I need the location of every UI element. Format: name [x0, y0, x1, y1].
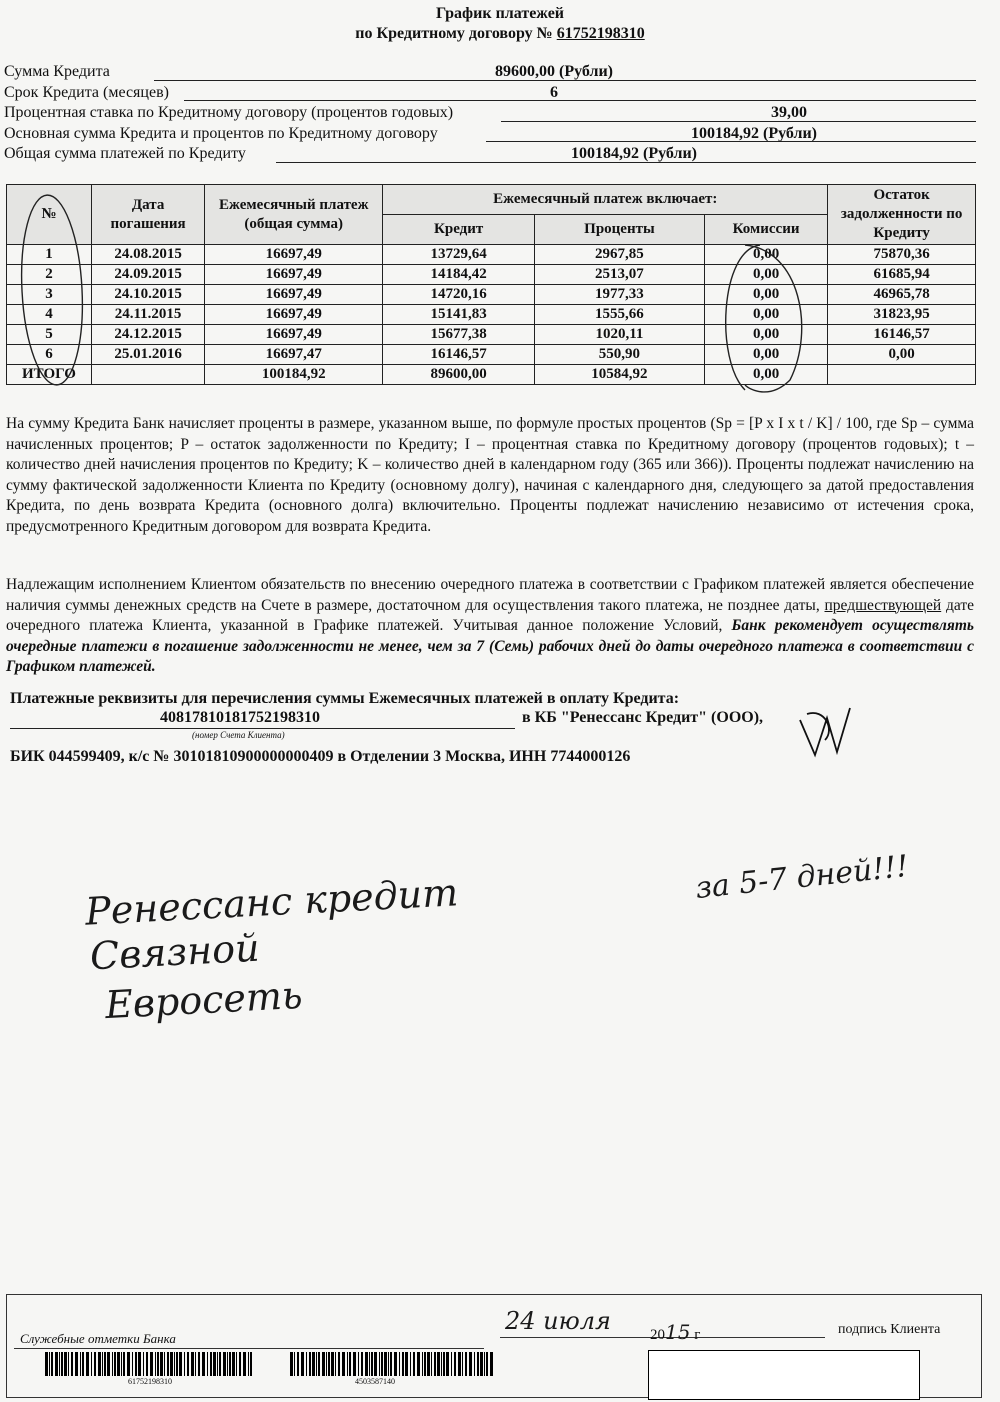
cell-num: 6	[7, 345, 92, 365]
barcode-bar	[312, 1352, 315, 1376]
cell-num: 3	[7, 285, 92, 305]
cell-commission: 0,00	[704, 325, 827, 345]
barcode-bar	[217, 1352, 218, 1376]
cell-num: 4	[7, 305, 92, 325]
header-commission: Комиссии	[704, 215, 827, 245]
cell-total-credit: 89600,00	[383, 365, 535, 385]
bank-name: в КБ "Ренессанс Кредит" (ООО),	[522, 709, 764, 726]
barcode-bar	[75, 1352, 78, 1376]
cell-interest: 2513,07	[534, 265, 704, 285]
document-subtitle	[0, 24, 1000, 44]
contract-number: 61752198310	[556, 25, 645, 42]
barcode-bar	[157, 1352, 159, 1376]
cell-monthly: 16697,49	[205, 305, 383, 325]
barcode-bar	[413, 1352, 415, 1376]
barcode-bar	[68, 1352, 69, 1376]
barcode-bar	[80, 1352, 81, 1376]
barcode-bar	[239, 1352, 241, 1376]
barcode-bar	[198, 1352, 200, 1376]
barcode-bar	[318, 1352, 320, 1376]
redacted-signature-box	[648, 1350, 920, 1400]
account-number: 40817810181752198310	[160, 709, 320, 726]
barcode-bar	[64, 1352, 67, 1376]
cell-balance: 46965,78	[828, 285, 976, 305]
barcode-bar	[102, 1352, 103, 1376]
barcode-bar	[480, 1352, 483, 1376]
param-label: Процентная ставка по Кредитному договору (процентов годовых)	[4, 103, 457, 123]
param-label: Срок Кредита (месяцев)	[4, 83, 173, 103]
barcode-bar	[49, 1352, 50, 1376]
cell-credit: 13729,64	[383, 245, 535, 265]
cell-date: 25.01.2016	[91, 345, 204, 365]
barcode-bar	[232, 1352, 235, 1376]
barcode-bar	[361, 1352, 363, 1376]
cell-monthly: 16697,47	[205, 345, 383, 365]
barcode-bar	[210, 1352, 212, 1376]
barcode-bar	[309, 1352, 311, 1376]
requisites-heading: Платежные реквизиты для перечисления суммы Ежемесячных платежей в оплату Кредита:	[10, 690, 680, 707]
header-date: Дата погашения	[91, 185, 204, 245]
loan-parameters	[4, 62, 976, 165]
barcode-bar	[451, 1352, 452, 1376]
barcode-bar	[184, 1352, 185, 1376]
barcode-bar	[369, 1352, 370, 1376]
barcode-bar	[59, 1352, 60, 1376]
cell-commission: 0,00	[704, 305, 827, 325]
cell-monthly: 16697,49	[205, 325, 383, 345]
year-suffix: 15	[665, 1320, 691, 1344]
barcode-bar	[342, 1352, 345, 1376]
barcode-2	[290, 1352, 495, 1376]
barcode-bar	[405, 1352, 408, 1376]
cell-commission: 0,00	[704, 285, 827, 305]
param-value: 100184,92 (Рубли)	[690, 124, 817, 142]
cell-monthly: 16697,49	[205, 265, 383, 285]
para2-underlined: предшествующей	[824, 596, 942, 614]
barcode-bar	[174, 1352, 175, 1376]
barcode-bar	[374, 1352, 377, 1376]
header-balance: Остаток задолженности по Кредиту	[828, 185, 976, 245]
barcode-bar	[388, 1352, 389, 1376]
cell-num: 5	[7, 325, 92, 345]
cell-credit: 14184,42	[383, 265, 535, 285]
interest-formula-paragraph: На сумму Кредита Банк начисляет проценты в размере, указанном выше, по формуле простых процентов (Sp = [P x I x t / K] / 100, где Sp – сумма начисленных процентов; P – остаток задолженности по Кредиту; I – процентная ставка по Кредитному договору (процентов годовых); t – количество дней начисления процентов по Кредиту; K – количество дней в календарном году (365 или 366)). Проценты подлежат начислению на сумму фактической задолженности Клиента по Кредиту (основному долгу), начиная с календарного дня, следующего за датой предоставления Кредита, по день возврата Кредита (основного долга) включительно. Проценты подлежат начислению независимо от истечения срока, предусмотренного Кредитным договором для возврата Кредита.	[6, 415, 974, 535]
cell-commission: 0,00	[704, 245, 827, 265]
param-label: Основная сумма Кредита и процентов по Кредитному договору	[4, 124, 442, 144]
param-value: 100184,92 (Рубли)	[570, 145, 697, 162]
cell-credit: 15141,83	[383, 305, 535, 325]
cell-total-label: ИТОГО	[7, 365, 92, 385]
header-credit: Кредит	[383, 215, 535, 245]
barcode-bar	[402, 1352, 404, 1376]
bank-recommendation: Банк рекомендует осуществлять очередные платежи в погашение задолженности не менее, чем за 7 (Семь) рабочих дней до даты очередного платежа в соответствии с Графиком платежей.	[6, 617, 974, 675]
barcode-bar	[349, 1352, 351, 1376]
para2-text-1: Надлежащим исполнением Клиентом обязательств по внесению очередного платежа в соответствии с Графиком платежей является обеспечение наличия суммы денежных средств на Счете в размере, достаточном для осуществления такого платежа, не позднее даты,	[6, 576, 974, 614]
pen-oval-left	[17, 194, 87, 387]
barcode-bar	[322, 1352, 325, 1376]
cell-interest: 1555,66	[534, 305, 704, 325]
cell-date: 24.11.2015	[91, 305, 204, 325]
barcode-bar	[458, 1352, 461, 1376]
handwritten-line-1: Ренессанс кредит	[84, 870, 460, 934]
year-prefix: 20	[650, 1327, 665, 1343]
cell-date: 24.10.2015	[91, 285, 204, 305]
barcode-bar	[462, 1352, 463, 1376]
subtitle-prefix: по Кредитному договору №	[355, 25, 553, 42]
barcode-bar	[358, 1352, 359, 1376]
param-row-term	[4, 83, 976, 104]
barcode-bar	[160, 1352, 163, 1376]
barcode-bar	[135, 1352, 137, 1376]
barcode-bar	[290, 1352, 293, 1376]
barcode-bar	[484, 1352, 485, 1376]
barcode-bar	[294, 1352, 295, 1376]
payment-obligation-paragraph	[6, 575, 974, 678]
barcode-bar	[381, 1352, 383, 1376]
barcode-bar	[297, 1352, 299, 1376]
barcode-bar	[306, 1352, 307, 1376]
barcode-2-bars	[290, 1352, 493, 1376]
param-row-rate	[4, 103, 976, 124]
cell-commission: 0,00	[704, 345, 827, 365]
barcode-bar	[236, 1352, 237, 1376]
barcode-bar	[422, 1352, 423, 1376]
barcode-bar	[207, 1352, 208, 1376]
barcode-bar	[229, 1352, 231, 1376]
handwritten-signature	[795, 700, 855, 760]
header-interest: Проценты	[534, 215, 704, 245]
account-underline	[10, 728, 515, 729]
barcode-bar	[155, 1352, 156, 1376]
barcode-bar	[219, 1352, 221, 1376]
barcode-bar	[338, 1352, 340, 1376]
barcode-bar	[150, 1352, 153, 1376]
cell-balance: 16146,57	[828, 325, 976, 345]
barcode-bar	[195, 1352, 196, 1376]
barcode-bar	[390, 1352, 392, 1376]
barcode-bar	[71, 1352, 73, 1376]
barcode-bar	[417, 1352, 420, 1376]
barcode-bar	[114, 1352, 116, 1376]
cell-balance: 0,00	[828, 345, 976, 365]
barcode-bar	[146, 1352, 148, 1376]
barcode-bar	[45, 1352, 48, 1376]
barcode-bar	[331, 1352, 334, 1376]
barcode-bar	[248, 1352, 249, 1376]
barcode-bar	[469, 1352, 472, 1376]
barcode-bar	[82, 1352, 84, 1376]
barcode-bar	[243, 1352, 246, 1376]
barcode-bar	[328, 1352, 330, 1376]
barcode-bar	[191, 1352, 194, 1376]
param-value: 89600,00 (Рубли)	[494, 63, 613, 80]
cell-num: 1	[7, 245, 92, 265]
cell-total-interest: 10584,92	[534, 365, 704, 385]
barcode-bar	[486, 1352, 488, 1376]
barcode-bar	[490, 1352, 493, 1376]
barcode-bar	[446, 1352, 449, 1376]
service-marks-line	[14, 1348, 484, 1349]
barcode-bar	[179, 1352, 182, 1376]
barcode-bar	[213, 1352, 216, 1376]
param-label: Сумма Кредита	[4, 62, 114, 82]
header-num: №	[7, 185, 92, 245]
signature-label: подпись Клиента	[838, 1322, 941, 1337]
barcode-bar	[301, 1352, 304, 1376]
barcode-bar	[379, 1352, 380, 1376]
account-caption: (номер Счета Клиента)	[192, 730, 285, 740]
barcode-bar	[170, 1352, 173, 1376]
barcode-1-number: 61752198310	[128, 1377, 172, 1386]
year-marker: г	[694, 1327, 701, 1343]
cell-commission: 0,00	[704, 265, 827, 285]
year-field	[650, 1320, 700, 1344]
barcode-bar	[399, 1352, 400, 1376]
document-title: График платежей	[435, 5, 565, 22]
barcode-bar	[143, 1352, 144, 1376]
barcode-bar	[86, 1352, 89, 1376]
cell-credit: 16146,57	[383, 345, 535, 365]
barcode-bar	[410, 1352, 411, 1376]
cell-monthly: 16697,49	[205, 245, 383, 265]
param-label: Общая сумма платежей по Кредиту	[4, 144, 250, 164]
param-row-principal-interest	[4, 124, 976, 145]
cell-balance: 31823,95	[828, 305, 976, 325]
barcode-bar	[94, 1352, 96, 1376]
barcode-bar	[335, 1352, 336, 1376]
barcode-2-number: 4503587140	[355, 1377, 395, 1386]
barcode-bar	[117, 1352, 120, 1376]
barcode-bar	[347, 1352, 348, 1376]
barcode-bar	[51, 1352, 53, 1376]
barcode-bar	[427, 1352, 430, 1376]
cell-date: 24.12.2015	[91, 325, 204, 345]
cell-balance: 61685,94	[828, 265, 976, 285]
cell-total-monthly: 100184,92	[205, 365, 383, 385]
barcode-bar	[365, 1352, 368, 1376]
barcode-bar	[132, 1352, 133, 1376]
barcode-bar	[437, 1352, 440, 1376]
barcode-bar	[441, 1352, 442, 1376]
pen-oval-right	[726, 245, 802, 392]
cell-interest: 1977,33	[534, 285, 704, 305]
barcode-bar	[187, 1352, 189, 1376]
param-row-total	[4, 144, 976, 165]
cell-credit: 14720,16	[383, 285, 535, 305]
barcode-bar	[454, 1352, 456, 1376]
barcode-bar	[61, 1352, 63, 1376]
header-monthly: Ежемесячный платеж (общая сумма)	[205, 185, 383, 245]
cell-balance: 75870,36	[828, 245, 976, 265]
handwritten-date: 24 июля	[505, 1307, 611, 1335]
barcode-bar	[123, 1352, 125, 1376]
barcode-bar	[371, 1352, 373, 1376]
barcode-bar	[424, 1352, 426, 1376]
barcode-1	[45, 1352, 255, 1376]
barcode-bar	[91, 1352, 92, 1376]
param-value: 6	[550, 83, 558, 101]
handwritten-line-2: Связной	[88, 925, 261, 979]
pen-marks	[0, 190, 1000, 400]
barcode-bar	[353, 1352, 356, 1376]
barcode-bar	[55, 1352, 58, 1376]
barcode-bar	[434, 1352, 436, 1376]
barcode-bar	[202, 1352, 205, 1376]
cell-num: 2	[7, 265, 92, 285]
header-includes: Ежемесячный платеж включает:	[383, 185, 828, 215]
barcode-bar	[250, 1352, 252, 1376]
barcode-bar	[138, 1352, 141, 1376]
cell-credit: 15677,38	[383, 325, 535, 345]
cell-date: 24.09.2015	[91, 265, 204, 285]
barcode-bar	[164, 1352, 165, 1376]
cell-interest: 2967,85	[534, 245, 704, 265]
cell-monthly: 16697,49	[205, 285, 383, 305]
barcode-bar	[223, 1352, 226, 1376]
handwritten-line-3: Евросеть	[103, 972, 304, 1028]
cell-interest: 1020,11	[534, 325, 704, 345]
param-value: 39,00	[771, 104, 807, 121]
barcode-bar	[477, 1352, 479, 1376]
barcode-1-bars	[45, 1352, 252, 1376]
barcode-bar	[107, 1352, 110, 1376]
barcode-bar	[384, 1352, 387, 1376]
service-marks-label: Служебные отметки Банка	[20, 1331, 176, 1346]
barcode-bar	[227, 1352, 228, 1376]
barcode-bar	[176, 1352, 178, 1376]
barcode-bar	[443, 1352, 445, 1376]
cell-total-commission: 0,00	[704, 365, 827, 385]
para2-text-2: дате очередного платежа Клиента, указанной в Графике платежей. Учитывая данное положение Условий,	[6, 596, 974, 634]
barcode-bar	[121, 1352, 122, 1376]
barcode-bar	[112, 1352, 113, 1376]
barcode-bar	[431, 1352, 432, 1376]
barcode-bar	[326, 1352, 327, 1376]
barcode-bar	[104, 1352, 106, 1376]
param-row-amount	[4, 62, 976, 83]
barcode-bar	[394, 1352, 397, 1376]
barcode-bar	[127, 1352, 130, 1376]
barcode-bar	[167, 1352, 169, 1376]
barcode-bar	[474, 1352, 475, 1376]
barcode-bar	[316, 1352, 317, 1376]
cell-date: 24.08.2015	[91, 245, 204, 265]
barcode-bar	[98, 1352, 101, 1376]
cell-interest: 550,90	[534, 345, 704, 365]
bank-details: БИК 044599409, к/с № 30101810900000000409 в Отделении 3 Москва, ИНН 7744000126	[10, 748, 631, 765]
handwritten-note-days: за 5-7 дней!!!	[693, 848, 910, 907]
barcode-bar	[465, 1352, 467, 1376]
